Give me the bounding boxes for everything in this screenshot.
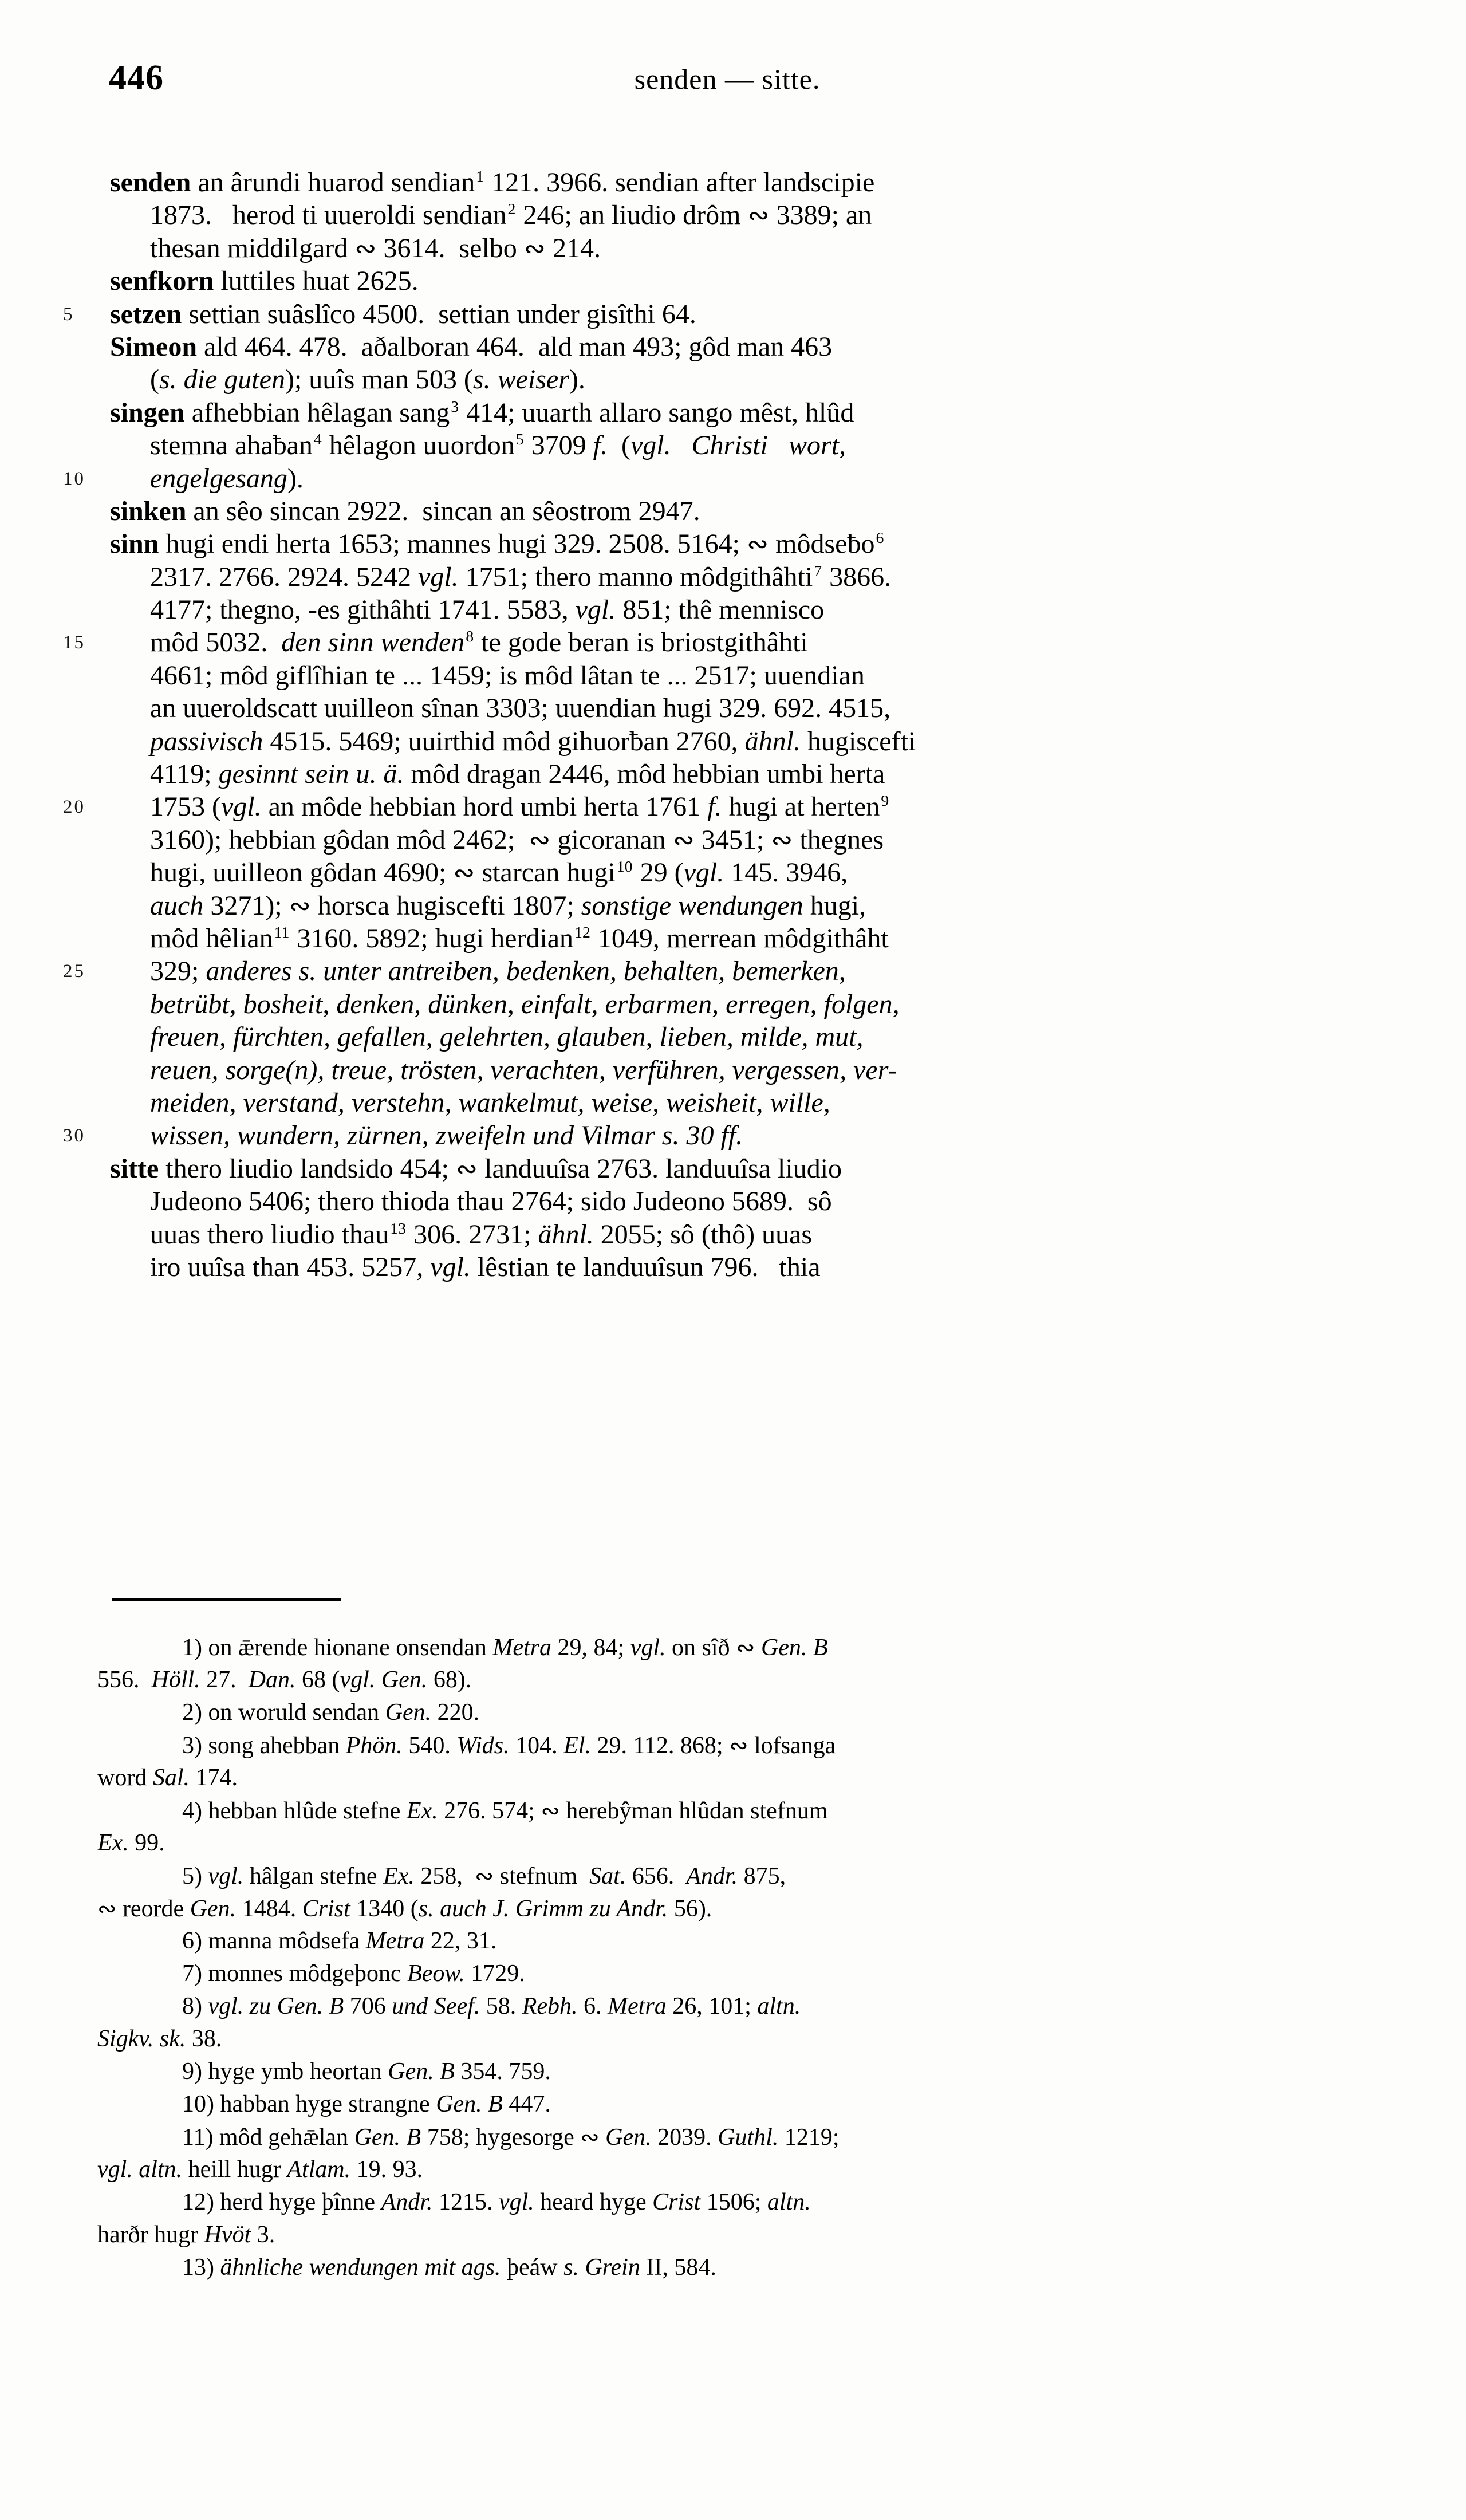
footnote-line-text: Ex. 99. xyxy=(97,1830,165,1856)
entry-line xyxy=(97,1021,1386,1053)
margin-line-number: 20 xyxy=(63,797,85,818)
entry-line-text: Judeono 5406; thero thioda thau 2764; sido Judeono 5689. sô xyxy=(150,1186,832,1217)
entry-line xyxy=(97,1185,1386,1218)
footnote-line-text: 3) song ahebban Phön. 540. Wids. 104. El. 29. 112. 868; ∾ lofsanga xyxy=(182,1732,836,1759)
entry-line xyxy=(97,758,1386,790)
margin-line-number: 15 xyxy=(63,632,85,653)
entry-line-text: môd 5032. den sinn wenden$^8$ te gode beran is briostgithâhti xyxy=(150,627,808,658)
entry-line xyxy=(97,199,1386,231)
entry-line-text: singen afhebbian hêlagan sang$^3$ 414; uuarth allaro sango mêst, hlûd xyxy=(110,397,854,428)
footnote-line xyxy=(97,1794,1386,1827)
footnote-line xyxy=(97,1631,1386,1664)
footnote-line-text: 10) habban hyge strangne Gen. B 447. xyxy=(182,2091,551,2117)
running-title: senden — sitte. xyxy=(634,63,821,95)
entry-line-text: Simeon ald 464. 478. aðalboran 464. ald man 493; gôd man 463 xyxy=(110,331,833,362)
footnote-line-text: 2) on woruld sendan Gen. 220. xyxy=(182,1699,480,1726)
entry-line xyxy=(63,462,1386,495)
entry-line-text: iro uuîsa than 453. 5257, vgl. lêstian te landuuîsun 796. thia xyxy=(150,1251,821,1282)
entry-line xyxy=(97,692,1386,724)
footnote-line xyxy=(97,1762,1386,1794)
footnote-line xyxy=(97,1925,1386,1958)
entry-line-text: auch 3271); ∾ horsca hugiscefti 1807; sonstige wendungen hugi, xyxy=(150,890,866,921)
entry-line xyxy=(97,922,1386,955)
entry-line-text: betrübt, bosheit, denken, dünken, einfalt, erbarmen, erregen, folgen, xyxy=(150,989,900,1019)
entry-line-text: 329; anderes s. unter antreiben, bedenken, behalten, bemerken, xyxy=(150,956,846,987)
entry-line-text: hugi, uuilleon gôdan 4690; ∾ starcan hugi$^{10}$ 29 (vgl. 145. 3946, xyxy=(150,857,848,888)
footnote-line-text: 13) ähnliche wendungen mit ags. þeáw s. Grein II, 584. xyxy=(182,2254,716,2281)
entry-line xyxy=(97,232,1386,265)
footnote-line xyxy=(97,2219,1386,2251)
entry-line xyxy=(97,1251,1386,1283)
margin-line-number: 5 xyxy=(63,304,74,325)
entry-line xyxy=(97,988,1386,1021)
footnote-line xyxy=(97,1892,1386,1925)
entry-line xyxy=(97,363,1386,396)
entry-line-text: setzen settian suâslîco 4500. settian under gisîthi 64. xyxy=(110,298,696,329)
footnote-separator-rule xyxy=(112,1598,341,1601)
entry-line xyxy=(63,790,1386,823)
entry-line-text: an uueroldscatt uuilleon sînan 3303; uuendian hugi 329. 692. 4515, xyxy=(150,693,891,724)
footnote-line xyxy=(97,1860,1386,1892)
footnote-line xyxy=(97,2121,1386,2153)
entry-line xyxy=(97,495,1386,527)
footnote-line xyxy=(97,1729,1386,1762)
footnote-line-text: harðr hugr Hvöt 3. xyxy=(97,2222,275,2248)
margin-line-number: 30 xyxy=(63,1125,85,1147)
entry-line xyxy=(97,856,1386,889)
running-head xyxy=(109,60,1369,106)
entry-line xyxy=(97,725,1386,758)
entry-line-text: 1873. herod ti uueroldi sendian$^2$ 246; an liudio drôm ∾ 3389; an xyxy=(150,200,872,231)
entry-line xyxy=(63,626,1386,659)
footnote-line xyxy=(97,1664,1386,1696)
footnote-line xyxy=(97,2056,1386,2088)
entry-line xyxy=(97,330,1386,363)
footnote-line xyxy=(97,1827,1386,1860)
entry-line xyxy=(97,1054,1386,1086)
entry-line-text: engelgesang). xyxy=(150,463,304,494)
entry-line xyxy=(97,527,1386,560)
entry-line xyxy=(97,1152,1386,1185)
footnote-line xyxy=(97,1696,1386,1729)
footnote-line-text: 8) vgl. zu Gen. B 706 und Seef. 58. Rebh. 6. Metra 26, 101; altn. xyxy=(182,1993,801,2019)
entry-line xyxy=(97,429,1386,462)
margin-line-number: 25 xyxy=(63,961,85,982)
footnote-line-text: 556. Höll. 27. Dan. 68 (vgl. Gen. 68). xyxy=(97,1667,472,1693)
footnote-line-text: 12) herd hyge þînne Andr. 1215. vgl. heard hyge Crist 1506; altn. xyxy=(182,2189,811,2215)
footnote-line-text: vgl. altn. heill hugr Atlam. 19. 93. xyxy=(97,2156,423,2183)
entry-line-text: 1753 (vgl. an môde hebbian hord umbi herta 1761 f. hugi at herten$^9$ xyxy=(150,792,889,822)
footnote-line-text: Sigkv. sk. 38. xyxy=(97,2026,222,2052)
entry-line-text: 4661; môd giflîhian te ... 1459; is môd lâtan te ... 2517; uuendian xyxy=(150,660,865,691)
footnote-line-text: 4) hebban hlûde stefne Ex. 276. 574; ∾ herebŷman hlûdan stefnum xyxy=(182,1798,828,1824)
entry-line-text: 3160); hebbian gôdan môd 2462; ∾ gicoranan ∾ 3451; ∾ thegnes xyxy=(150,824,884,855)
footnote-line xyxy=(97,2251,1386,2284)
entry-line-text: (s. die guten); uuîs man 503 (s. weiser). xyxy=(150,364,585,395)
footnote-line-text: 7) monnes môdgeþonc Beow. 1729. xyxy=(182,1960,525,1987)
entry-line-text: môd hêlian$^{11}$ 3160. 5892; hugi herdian$^{12}$ 1049, merrean môdgithâht xyxy=(150,923,889,954)
entry-line xyxy=(97,166,1386,199)
entry-line-text: passivisch 4515. 5469; uuirthid môd gihuorƀan 2760, ähnl. hugiscefti xyxy=(150,726,916,757)
entry-line xyxy=(97,265,1386,297)
footnote-line-text: 5) vgl. hâlgan stefne Ex. 258, ∾ stefnum Sat. 656. Andr. 875, xyxy=(182,1863,786,1889)
entry-line-text: 4177; thegno, -es githâhti 1741. 5583, vgl. 851; thê mennisco xyxy=(150,594,825,625)
entry-line xyxy=(97,889,1386,922)
entry-line xyxy=(97,824,1386,856)
entry-line-text: reuen, sorge(n), treue, trösten, verachten, verführen, vergessen, ver- xyxy=(150,1054,897,1085)
entry-line-text: sitte thero liudio landsido 454; ∾ landuuîsa 2763. landuuîsa liudio xyxy=(110,1153,842,1184)
footnote-line-text: 11) môd gehǣlan Gen. B 758; hygesorge ∾ Gen. 2039. Guthl. 1219; xyxy=(182,2124,840,2151)
entry-line xyxy=(97,1086,1386,1119)
footnote-line-text: 9) hyge ymb heortan Gen. B 354. 759. xyxy=(182,2058,551,2085)
entry-line-text: sinken an sêo sincan 2922. sincan an sêostrom 2947. xyxy=(110,495,700,526)
dictionary-entries xyxy=(63,166,1386,1283)
entry-line-text: freuen, fürchten, gefallen, gelehrten, glauben, lieben, milde, mut, xyxy=(150,1022,864,1053)
footnote-line-text: word Sal. 174. xyxy=(97,1765,238,1791)
entry-line-text: wissen, wundern, zürnen, zweifeln und Vilmar s. 30 ff. xyxy=(150,1120,743,1151)
footnote-line-text: ∾ reorde Gen. 1484. Crist 1340 (s. auch J. Grimm zu Andr. 56). xyxy=(97,1896,712,1922)
footnote-line xyxy=(97,2186,1386,2219)
margin-line-number: 10 xyxy=(63,468,85,489)
entry-line xyxy=(97,659,1386,692)
entry-line-text: thesan middilgard ∾ 3614. selbo ∾ 214. xyxy=(150,233,601,263)
entry-line xyxy=(97,1218,1386,1251)
footnote-line xyxy=(97,2023,1386,2056)
entry-line-text: senfkorn luttiles huat 2625. xyxy=(110,266,419,297)
entry-line xyxy=(63,1119,1386,1152)
entry-line-text: sinn hugi endi herta 1653; mannes hugi 329. 2508. 5164; ∾ môdseƀo$^6$ xyxy=(110,529,884,560)
entry-line-text: senden an ârundi huarod sendian$^1$ 121. 3966. sendian after landscipie xyxy=(110,167,875,198)
footnote-line xyxy=(97,1990,1386,2023)
entry-line-text: stemna ahaƀan$^4$ hêlagon uuordon$^5$ 3709 f. (vgl. Christi wort, xyxy=(150,430,846,461)
entry-line xyxy=(97,593,1386,626)
footnote-line xyxy=(97,2153,1386,2186)
page-number: 446 xyxy=(109,58,164,97)
entry-line xyxy=(97,396,1386,429)
entry-line-text: uuas thero liudio thau$^{13}$ 306. 2731; ähnl. 2055; sô (thô) uuas xyxy=(150,1219,813,1250)
footnote-line-text: 6) manna môdsefa Metra 22, 31. xyxy=(182,1928,497,1954)
entry-line-text: 4119; gesinnt sein u. ä. môd dragan 2446, môd hebbian umbi herta xyxy=(150,759,885,790)
footnotes-section xyxy=(97,1631,1386,2284)
entry-line-text: 2317. 2766. 2924. 5242 vgl. 1751; thero manno môdgithâhti$^7$ 3866. xyxy=(150,561,892,592)
entry-line xyxy=(63,955,1386,987)
entry-line-text: meiden, verstand, verstehn, wankelmut, weise, weisheit, wille, xyxy=(150,1087,830,1118)
entry-line xyxy=(63,298,1386,330)
footnote-line-text: 1) on ǣrende hionane onsendan Metra 29, 84; vgl. on sîð ∾ Gen. B xyxy=(182,1635,828,1661)
footnote-line xyxy=(97,1958,1386,1990)
entry-line xyxy=(97,561,1386,593)
footnote-line xyxy=(97,2088,1386,2121)
